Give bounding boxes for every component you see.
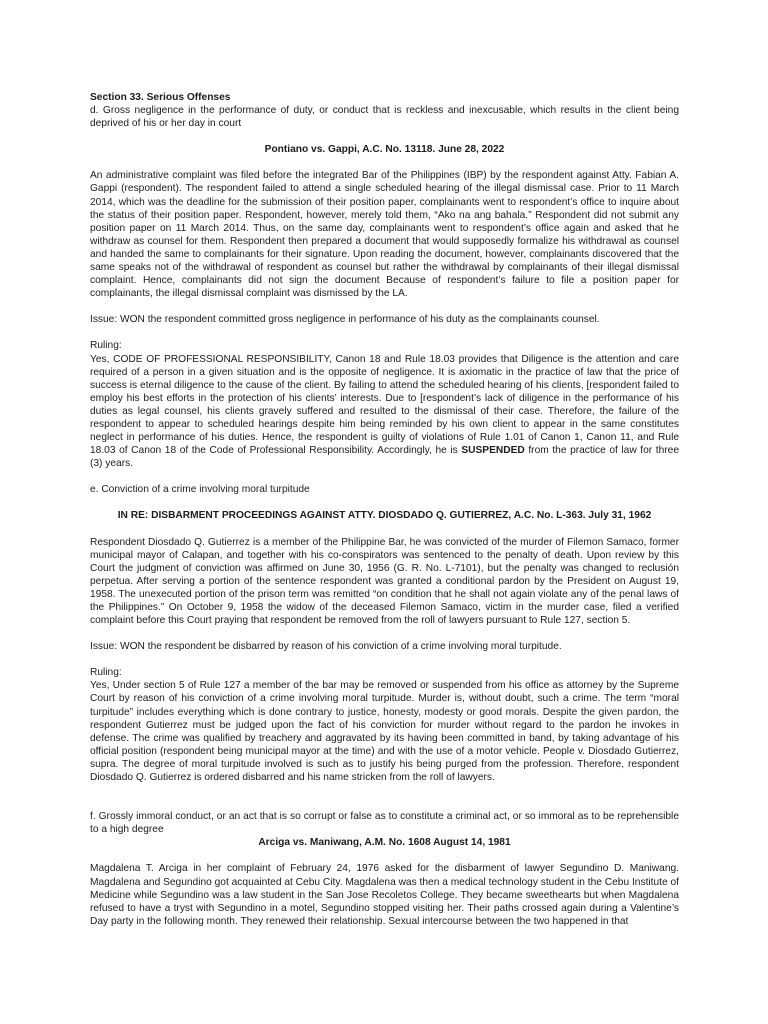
case2-issue: Issue: WON the respondent be disbarred by reason of his conviction of a crime involving moral turpitude. (90, 641, 562, 653)
item-d-text: d. Gross negligence in the performance of duty, or conduct that is reckless and inexcusable, which results in the client being deprived of his or her day in court (90, 105, 679, 130)
document-page (90, 91, 679, 928)
case1-ruling-text: Yes, CODE OF PROFESSIONAL RESPONSIBILITY, Canon 18 and Rule 18.03 provides that Diligence is the attention and care required of a person in a given situation and is the opposite of negligence. It is axiomatic in the practice of law that the price of success is eternal diligence to the cause of the client. By failing to attend the scheduled hearing of his clients, [respondent failed to employ his best efforts in the protection of his clients’ interests. Due to [respondent’s lack of diligence in the performance of his duties as legal counsel, his clients gravely suffered and resulted to the dismissal of their case. Therefore, the failure of the respondent to appear to scheduled hearings despite him being reminded by his own client to appear in the same constitutes neglect in performance of his duties. Hence, the respondent is guilty of violations of Rule 1.01 of Canon 1, Canon 11, and Rule 18.03 of Canon 18 of the Code of Professional Responsibility. Accordingly, he is (90, 353, 679, 457)
case1-ruling (90, 353, 679, 471)
item-f-text: f. Grossly immoral conduct, or an act that is so corrupt or false as to constitute a criminal act, or so immoral as to be reprehensible to a high degree (90, 811, 679, 836)
case1-ruling-label: Ruling: (90, 340, 122, 352)
section-title: Section 33. Serious Offenses (90, 92, 231, 103)
case1-ruling-end: from the practice of law for three (3) years. (90, 445, 679, 470)
case1-facts: An administrative complaint was filed before the integrated Bar of the Philippines (IBP) by the respondent against Atty. Fabian A. Gappi (respondent). The respondent failed to attend a single scheduled hearing of the illegal dismissal case. Prior to 11 March 2014, which was the deadline for the submission of their position paper, complainants went to respondent’s office to inquire about the status of their position paper. Respondent, however, merely told them, “Ako na ang bahala.” Respondent did not submit any position paper on 11 March 2014. Thus, on the same day, complainants went to respondent’s office again and asked that he withdraw as counsel for them. Respondent then prepared a document that would supposedly formalize his withdrawal as counsel and handed the same to complainants for their signature. Upon reading the document, however, complainants discovered that the same speaks not of the withdrawal of respondent as counsel but rather the withdrawal by complainants of their illegal dismissal complaint. Hence, complainants did not sign the document Because of respondent’s failure to file a position paper for complainants, the illegal dismissal complaint was dismissed by the LA. (90, 170, 679, 300)
case2-ruling: Yes, Under section 5 of Rule 127 a member of the bar may be removed or suspended from his office as attorney by the Supreme Court by reason of his conviction of a crime involving moral turpitude. Murder is, without doubt, such a crime. The term “moral turpitude” includes everything which is done contrary to justice, honesty, modesty or good morals. Despite the given pardon, the respondent Gutierrez must be judged upon the fact of his conviction for murder without regard to the pardon he invokes in defense. The crime was qualified by treachery and aggravated by its having been committed in band, by taking advantage of his official position (respondent being municipal mayor at the time) and with the use of a motor vehicle. People v. Diosdado Gutierrez, supra. The degree of moral turpitude involved is such as to justify his being purged from the profession. Therefore, respondent Diosdado Q. Gutierrez is ordered disbarred and his name stricken from the roll of lawyers. (90, 680, 679, 784)
case2-ruling-label: Ruling: (90, 667, 122, 679)
case2-facts: Respondent Diosdado Q. Gutierrez is a member of the Philippine Bar, he was convicted of the murder of Filemon Samaco, former municipal mayor of Calapan, and together with his co-conspirators was sentenced to the penalty of death. Upon review by this Court the judgment of conviction was affirmed on June 30, 1956 (G. R. No. L-7101), but the penalty was changed to reclusión perpetua. After serving a portion of the sentence respondent was granted a conditional pardon by the President on August 19, 1958. The unexecuted portion of the prison term was remitted “on condition that he shall not again violate any of the penal laws of the Philippines.” On October 9, 1958 the widow of the deceased Filemon Samaco, victim in the murder case, filed a verified complaint before this Court praying that respondent be removed from the roll of lawyers pursuant to Rule 127, section 5. (90, 536, 679, 627)
case1-ruling-bold: SUSPENDED (461, 445, 525, 457)
case1-title: Pontiano vs. Gappi, A.C. No. 13118. June 28, 2022 (264, 144, 505, 156)
item-e-text: e. Conviction of a crime involving moral turpitude (90, 484, 310, 496)
case3-facts: Magdalena T. Arciga in her complaint of February 24, 1976 asked for the disbarment of lawyer Segundino D. Maniwang. Magdalena and Segundino got acquainted at Cebu City. Magdalena was then a medical technology student in the Cebu Institute of Medicine while Segundino was a law student in the San Jose Recoletos College. They became sweethearts but when Magdalena refused to have a tryst with Segundino in a motel, Segundino stopped visiting her. Their paths crossed again during a Valentine’s Day party in the following month. They renewed their relationship. Sexual intercourse between the two happened in that (90, 863, 679, 927)
case1-issue: Issue: WON the respondent committed gross negligence in performance of his duty as the complainants counsel. (90, 314, 600, 326)
case3-title: Arciga vs. Maniwang, A.M. No. 1608 August 14, 1981 (258, 837, 511, 849)
case2-title: IN RE: DISBARMENT PROCEEDINGS AGAINST ATTY. DIOSDADO Q. GUTIERREZ, A.C. No. L-363. July 31, 1962 (117, 510, 652, 522)
